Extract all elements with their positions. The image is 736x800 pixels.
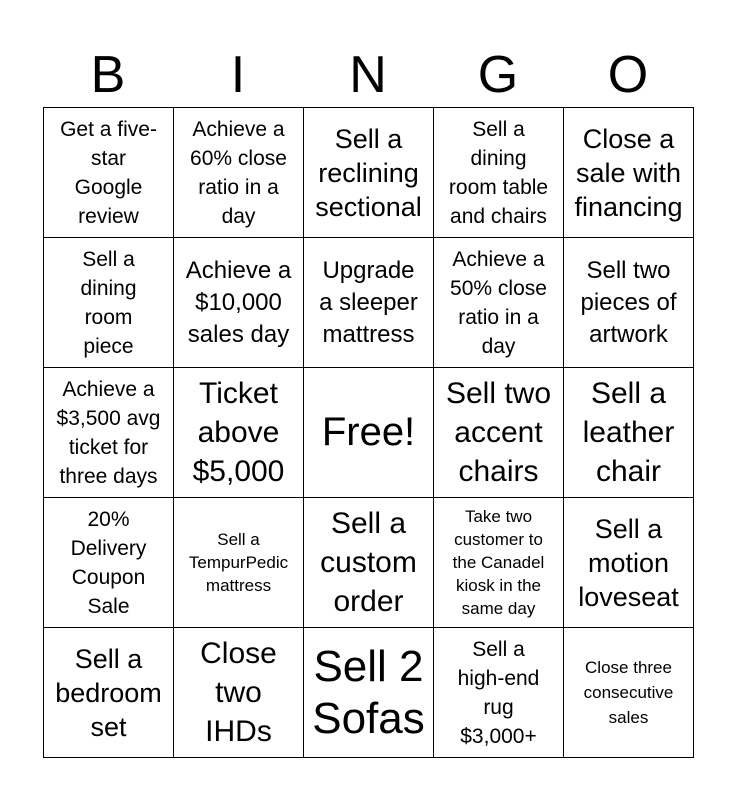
cell-text: Sell a custom order — [320, 507, 417, 618]
bingo-cell[interactable] — [564, 498, 694, 628]
header-letter-n: N — [349, 46, 387, 104]
bingo-cell[interactable] — [174, 628, 304, 758]
bingo-cell[interactable] — [434, 368, 564, 498]
bingo-cell[interactable] — [564, 238, 694, 368]
bingo-cell[interactable] — [304, 108, 434, 238]
bingo-row — [44, 628, 694, 758]
bingo-cell[interactable] — [174, 498, 304, 628]
bingo-cell[interactable] — [434, 498, 564, 628]
bingo-cell[interactable] — [44, 628, 174, 758]
bingo-cell[interactable] — [304, 628, 434, 758]
bingo-cell[interactable] — [44, 498, 174, 628]
bingo-header — [43, 44, 693, 106]
bingo-cell[interactable] — [304, 498, 434, 628]
cell-text: Get a five- star Google review — [60, 117, 157, 228]
bingo-cell[interactable] — [44, 108, 174, 238]
cell-text: Take two customer to the Canadel kiosk in the same day — [452, 507, 545, 618]
cell-text: Sell a bedroom set — [55, 643, 162, 742]
bingo-card — [43, 107, 694, 758]
bingo-cell[interactable] — [564, 368, 694, 498]
cell-text: Achieve a 50% close ratio in a day — [450, 247, 547, 358]
cell-text: Sell two pieces of artwork — [580, 256, 677, 348]
bingo-cell[interactable] — [304, 238, 434, 368]
cell-text: Achieve a $10,000 sales day — [185, 256, 292, 348]
bingo-cell[interactable] — [44, 238, 174, 368]
header-letter-o: O — [607, 46, 649, 104]
cell-text: Sell a reclining sectional — [315, 123, 422, 222]
bingo-row — [44, 498, 694, 628]
cell-text: Sell a TempurPedic mattress — [188, 530, 289, 595]
bingo-row — [44, 238, 694, 368]
bingo-row — [44, 108, 694, 238]
cell-text: Achieve a $3,500 avg ticket for three days — [56, 377, 161, 488]
cell-text: Achieve a 60% close ratio in a day — [190, 117, 287, 228]
cell-text: Sell two accent chairs — [445, 377, 552, 488]
cell-text: Sell a motion loveseat — [578, 513, 679, 612]
bingo-cell[interactable] — [564, 628, 694, 758]
bingo-cell[interactable] — [434, 238, 564, 368]
bingo-cell[interactable] — [564, 108, 694, 238]
header-letter-i: I — [230, 46, 246, 104]
bingo-row — [44, 368, 694, 498]
bingo-cell[interactable] — [174, 238, 304, 368]
cell-text: Ticket above $5,000 — [192, 377, 285, 488]
free-space[interactable] — [304, 368, 434, 498]
cell-text: Sell a high-end rug $3,000+ — [457, 637, 540, 748]
bingo-cell[interactable] — [434, 108, 564, 238]
cell-text: Upgrade a sleeper mattress — [319, 256, 418, 348]
cell-text: Sell a dining room table and chairs — [448, 117, 549, 228]
bingo-cell[interactable] — [174, 368, 304, 498]
bingo-cell[interactable] — [44, 368, 174, 498]
cell-text: Sell a dining room piece — [80, 247, 137, 358]
header-letter-g: G — [477, 46, 519, 104]
cell-text: Close three consecutive sales — [583, 658, 674, 727]
free-space-text: Free! — [321, 410, 416, 454]
cell-text: 20% Delivery Coupon Sale — [70, 507, 147, 618]
header-letter-b: B — [90, 46, 126, 104]
cell-text: Close a sale with financing — [574, 123, 683, 222]
cell-text: Sell 2 Sofas — [312, 641, 425, 743]
bingo-cell[interactable] — [174, 108, 304, 238]
bingo-cell[interactable] — [434, 628, 564, 758]
cell-text: Sell a leather chair — [582, 377, 675, 488]
cell-text: Close two IHDs — [200, 637, 277, 748]
